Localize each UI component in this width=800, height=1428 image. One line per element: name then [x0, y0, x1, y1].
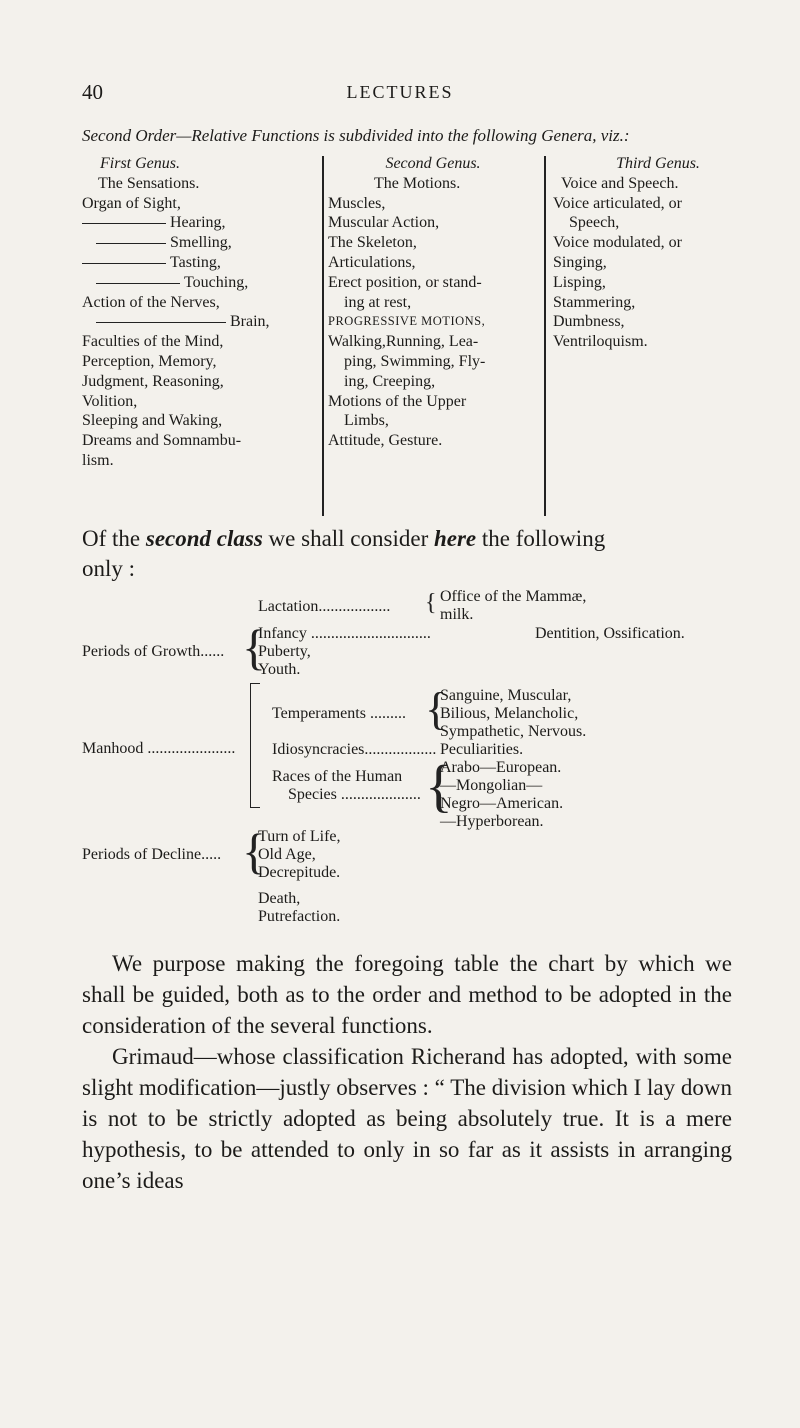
table-note: Arabo—European. — [440, 759, 562, 776]
list-item: The Skeleton, — [328, 234, 417, 252]
ditto-rule — [82, 263, 166, 264]
list-item: Walking,Running, Lea- — [328, 333, 479, 351]
table-row: Old Age, — [258, 846, 316, 863]
ditto-rule — [96, 283, 180, 284]
list-item: Smelling, — [170, 234, 232, 252]
list-item: Stammering, — [553, 293, 636, 311]
genus-heading: Second Genus. — [385, 155, 481, 172]
genus-heading: First Genus. — [100, 155, 180, 172]
third-genus-column — [553, 154, 763, 352]
list-item: ing at rest, — [344, 293, 412, 311]
table-note: —Hyperborean. — [440, 813, 544, 830]
table-note: Sympathetic, Nervous. — [440, 723, 587, 740]
list-item: Tasting, — [170, 253, 221, 271]
table-row: Races of the Human — [272, 768, 403, 785]
column-divider — [322, 156, 324, 516]
second-genus-column — [328, 154, 538, 451]
table-note: Bilious, Melancholic, — [440, 705, 579, 722]
table-note: Peculiarities. — [440, 741, 524, 758]
list-item: Attitude, Gesture. — [328, 432, 443, 450]
list-item: Erect position, or stand- — [328, 273, 482, 291]
table-note: —Mongolian— — [440, 777, 543, 794]
list-item: Lisping, — [553, 273, 606, 291]
list-item: Motions of the Upper — [328, 392, 467, 410]
lead-text: Of the — [82, 526, 146, 551]
table-note: Sanguine, Muscular, — [440, 687, 572, 704]
brace: { — [242, 823, 266, 879]
lead-sentence — [82, 524, 732, 584]
list-item: Voice articulated, or — [553, 194, 682, 212]
ditto-rule — [96, 243, 166, 244]
body-text — [82, 948, 732, 1196]
list-item: Voice and Speech. — [561, 174, 679, 192]
page-number: 40 — [82, 80, 103, 104]
brace: { — [425, 590, 437, 616]
table-row: Youth. — [258, 661, 301, 678]
bracket — [250, 683, 260, 808]
table-note: Negro—American. — [440, 795, 564, 812]
ditto-rule — [96, 322, 226, 323]
table-row: Temperaments ......... — [272, 705, 406, 722]
list-item: lism. — [82, 451, 114, 469]
list-item: Action of the Nerves, — [82, 293, 220, 311]
list-item: Muscular Action, — [328, 214, 440, 232]
list-item: PROGRESSIVE MOTIONS, — [328, 314, 486, 329]
list-item: ing, Creeping, — [344, 372, 436, 390]
lead-text: we shall consider — [262, 526, 434, 551]
table-row: Species .................... — [288, 786, 421, 803]
ditto-rule — [82, 223, 166, 224]
list-item: Speech, — [569, 214, 620, 232]
list-item: Hearing, — [170, 214, 226, 232]
running-title: LECTURES — [346, 82, 454, 102]
list-item: Perception, Memory, — [82, 352, 217, 370]
table-row: Infancy .............................. — [258, 625, 431, 642]
brace: { — [425, 683, 448, 734]
list-item: The Motions. — [374, 174, 461, 192]
list-item: Touching, — [184, 273, 249, 291]
lead-text: only : — [82, 556, 136, 581]
list-item: Judgment, Reasoning, — [82, 372, 224, 390]
table-row: Decrepitude. — [258, 864, 341, 881]
lead-emphasis: here — [433, 526, 477, 551]
table-label-manhood: Manhood ...................... — [82, 740, 236, 757]
list-item: Limbs, — [344, 412, 389, 430]
table-label-decline: Periods of Decline..... — [82, 846, 222, 863]
table-note: Office of the Mammæ, — [440, 588, 587, 605]
table-note: milk. — [440, 606, 474, 623]
table-row: Death, — [258, 890, 301, 907]
list-item: Muscles, — [328, 194, 386, 212]
first-genus-column — [82, 154, 322, 471]
list-item: Faculties of the Mind, — [82, 333, 224, 351]
table-row-lactation: Lactation.................. — [258, 598, 391, 615]
table-row: Turn of Life, — [258, 828, 341, 845]
column-divider — [544, 156, 546, 516]
table-row: Idiosyncracies.................. — [272, 741, 437, 758]
lead-emphasis: second class — [145, 526, 263, 551]
list-item: Voice modulated, or — [553, 234, 683, 252]
list-item: Singing, — [553, 253, 607, 271]
lead-text: the following — [476, 526, 606, 551]
list-item: Sleeping and Waking, — [82, 412, 223, 430]
table-row: Putrefaction. — [258, 908, 341, 925]
list-item: Volition, — [82, 392, 138, 410]
table-note: Dentition, Ossification. — [535, 625, 685, 642]
brace: { — [242, 619, 266, 675]
table-label-growth: Periods of Growth...... — [82, 643, 225, 660]
list-item: Dreams and Somnambu- — [82, 432, 242, 450]
genus-heading: Third Genus. — [616, 155, 700, 172]
paragraph: Grimaud—whose classification Richerand has adopted, with some slight modification—justly observes : “ The division which I lay down is not to be strictly adopted as being absolutely true. It is a mere hypothesis, to be attended to only in so far as it assists in arranging one’s ideas — [82, 1044, 732, 1193]
table-row: Puberty, — [258, 643, 311, 660]
paragraph: We purpose making the foregoing table the chart by which we shall be guided, both as to the order and method to be adopted in the consideration of the several functions. — [82, 951, 732, 1038]
list-item: ping, Swimming, Fly- — [344, 352, 486, 370]
list-item: Organ of Sight, — [82, 194, 181, 212]
brace: { — [425, 753, 453, 818]
list-item: Articulations, — [328, 253, 416, 271]
list-item: The Sensations. — [98, 174, 200, 192]
list-item: Dumbness, — [553, 313, 625, 331]
list-item: Brain, — [230, 313, 270, 331]
intro-line: Second Order—Relative Functions is subdivided into the following Genera, viz.: — [82, 126, 630, 145]
list-item: Ventriloquism. — [553, 333, 648, 351]
